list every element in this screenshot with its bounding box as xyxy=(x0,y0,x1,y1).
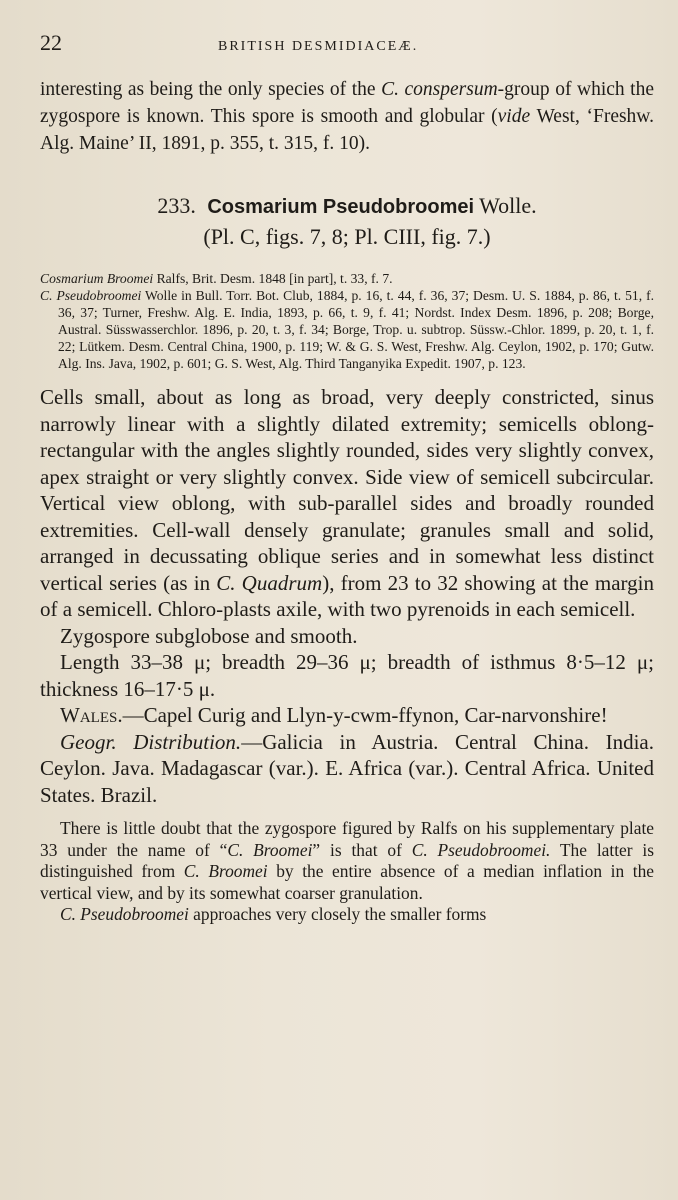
species-name: Cosmarium Pseudobroomei xyxy=(207,196,475,218)
page-number: 22 xyxy=(40,30,62,55)
description-paragraph: Cells small, about as long as broad, very deeply constricted, sinus narrowly linear with a slightly dilated extremity; semicells oblong-rectangular with the angles slightly rounded, sides very slightly convex, apex straight or very slightly convex. Side view of semicell subcircular. Vertical view oblong, with sub-parallel sides and broadly rounded extremities. Cell-wall densely granulate; granules small and solid, arranged in decussating oblique series and in somewhat less distinct vertical series (as in C. Quadrum), from 23 to 32 showing at the margin of a semicell. Chloro-plasts axile, with two pyrenoids in each semicell. xyxy=(40,385,655,621)
intro-paragraph: interesting as being the only species of the C. conspersum-group of which the zygospore is known. This spore is smooth and globular (vide West, ‘Freshw. Alg. Maine’ II, 1891, p. 355, t. 315, f. 10). xyxy=(40,79,655,154)
geographic-distribution: Geogr. Distribution.—Galicia in Austria. Central China. India. Ceylon. Java. Madagascar (var.). E. Africa (var.). Central Africa. United States. Brazil. xyxy=(40,729,655,807)
comparison-note: C. Pseudobroomei approaches very closely the smaller forms xyxy=(60,904,487,924)
running-head-title: BRITISH DESMIDIACEÆ. xyxy=(218,39,419,54)
synonym-entry: C. Pseudobroomei Wolle in Bull. Torr. Bot. Club, 1884, p. 16, t. 44, f. 36, 37; Desm. U. S. 1884, p. 86, t. 51, f. 36, 37; Turner, Freshw. Alg. E. India, 1893, p. 66, t. 9, f. 41; Nordst. Index Desm. 1896, p. 208; Borge, Austral. Süsswasserchlor. 1896, p. 20, t. 3, f. 34; Borge, Trop. u. subtrop. Süssw.-Chlor. 1899, p. 20, t. 1, f. 22; Lütkem. Desm. Central China, 1900, p. 119; W. & G. S. West, Freshw. Alg. Ceylon, 1902, p. 170; Gutw. Alg. Ins. Java, 1902, p. 601; G. S. West, Alg. Third Tanganyika Expedit. 1907, p. 123. xyxy=(40,288,655,371)
zygospore-note: There is little doubt that the zygospore figured by Ralfs on his supplementary plate 33 under the name of “C. Broomei” is that of C. Pseudobroomei. The latter is distinguished from C. Broomei by the entire absence of a median inflation in the vertical view, and by its somewhat coarser granulation. xyxy=(40,818,654,903)
species-heading xyxy=(40,191,654,222)
wales-locality: Wales.—Capel Curig and Llyn-y-cwm-ffynon, Car-narvonshire! xyxy=(60,703,608,727)
synonym-entry: Cosmarium Broomei Ralfs, Brit. Desm. 1848 [in part], t. 33, f. 7. xyxy=(40,271,393,286)
running-head xyxy=(40,30,654,70)
species-author: Wolle. xyxy=(479,193,537,218)
dimensions-line: Length 33–38 μ; breadth 29–36 μ; breadth of isthmus 8·5–12 μ; thickness 16–17·5 μ. xyxy=(40,650,654,701)
species-plates: (Pl. C, figs. 7, 8; Pl. CIII, fig. 7.) xyxy=(203,224,491,249)
synonymy-block xyxy=(40,270,654,372)
species-number: 233. xyxy=(157,193,196,218)
zygospore-line: Zygospore subglobose and smooth. xyxy=(60,623,358,648)
